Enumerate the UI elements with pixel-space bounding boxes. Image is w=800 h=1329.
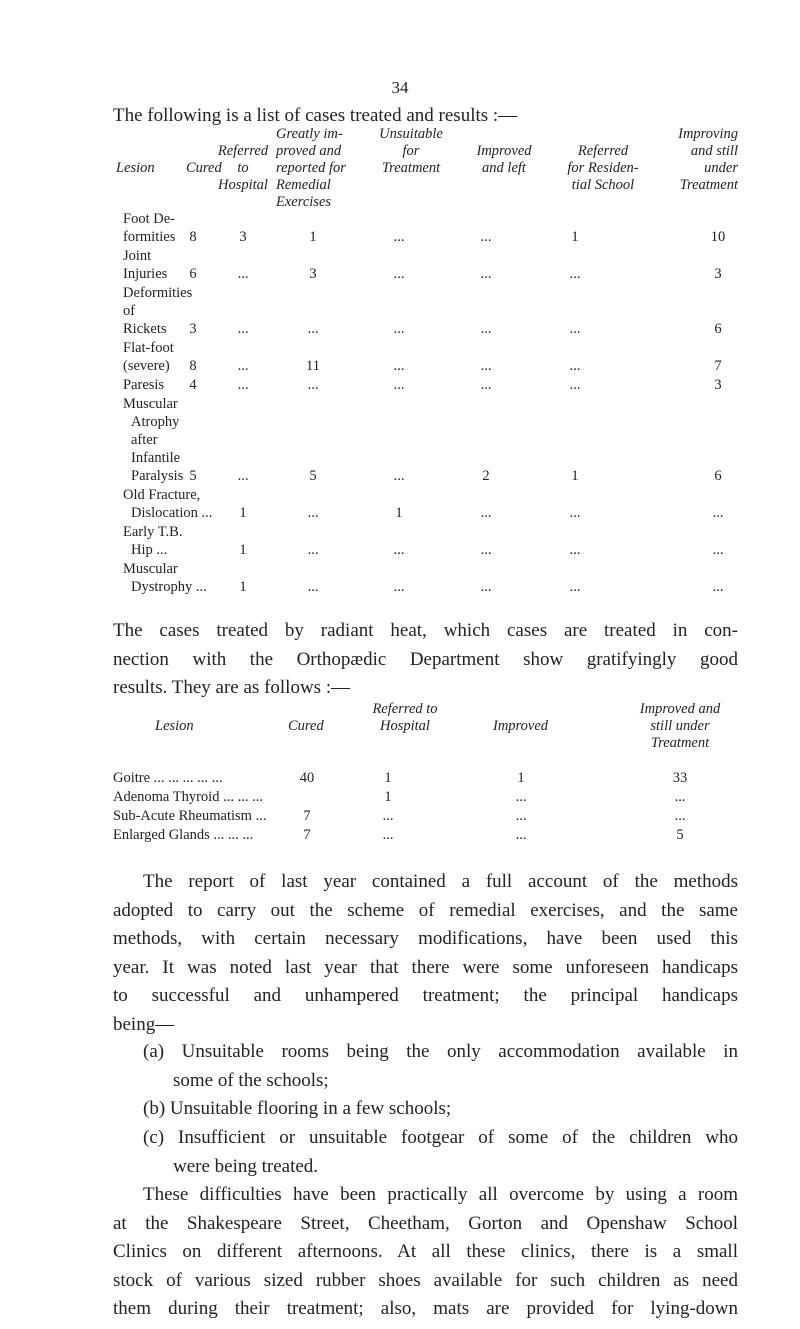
t2-row-lesion: Enlarged Glands ... ... ... — [113, 827, 254, 843]
paragraph-report: The report of last year contained a full account of the methods adopted to carry out the scheme of remedial exercises, and the same methods, with certain necessary modifications, have been used this year. It was noted last year that there were some unforeseen handicaps to successful and unhampered treatment; the principal handicaps being— — [113, 871, 738, 1035]
t1-cell-unsuitable: ... — [393, 377, 405, 393]
t1-cell-improving: 6 — [714, 468, 722, 484]
t1-cell-greatly: 1 — [309, 229, 317, 245]
t2-cell-improved: ... — [515, 808, 527, 824]
t1-cell-hospital: ... — [237, 321, 249, 337]
t1-cell-greatly: 3 — [309, 266, 317, 282]
t1-row-lesion: Muscular Atrophy after Infantile Paralysis — [123, 396, 184, 484]
t1-cell-unsuitable: ... — [393, 579, 405, 595]
t1-header-greatly-improved: Greatly im- proved and reported for Remedial Exercises — [276, 126, 346, 210]
t1-cell-improved: ... — [480, 266, 492, 282]
t2-cell-cured: 7 — [303, 808, 311, 824]
t1-cell-improved: ... — [480, 229, 492, 245]
t1-cell-residential: 1 — [571, 229, 579, 245]
t1-cell-unsuitable: ... — [393, 542, 405, 558]
t1-header-residential: Referred for Residen- tial School — [567, 143, 639, 193]
t1-row-lesion: Flat-foot (severe) — [123, 340, 174, 374]
t1-cell-improving: 7 — [714, 358, 722, 374]
t2-cell-cured: 7 — [303, 827, 311, 843]
t1-cell-improving: ... — [712, 542, 724, 558]
t1-cell-improving: 6 — [714, 321, 722, 337]
t1-cell-cured: 8 — [189, 229, 197, 245]
t1-cell-greatly: ... — [307, 542, 319, 558]
t1-row-lesion: Deformities of Rickets — [123, 285, 193, 337]
t1-cell-residential: ... — [569, 266, 581, 282]
t1-row-lesion: Muscular Dystrophy ... — [123, 561, 207, 595]
t1-cell-residential: ... — [569, 505, 581, 521]
t2-header-improved: Improved — [493, 718, 549, 734]
t1-cell-improved: ... — [480, 579, 492, 595]
t1-cell-hospital: 1 — [239, 579, 247, 595]
t1-header-improving: Improving and still under Treatment — [678, 126, 738, 193]
t1-cell-unsuitable: ... — [393, 321, 405, 337]
t1-cell-improving: 3 — [714, 266, 722, 282]
t1-cell-greatly: 11 — [306, 358, 320, 374]
t2-cell-still: 33 — [672, 770, 688, 786]
t2-cell-referred: 1 — [384, 770, 392, 786]
t2-cell-cured: 40 — [299, 770, 315, 786]
t2-row-lesion: Sub-Acute Rheumatism ... — [113, 808, 267, 824]
t1-header-cured: Cured — [186, 160, 222, 176]
page-number: 34 — [391, 78, 409, 97]
t2-cell-referred: ... — [382, 808, 394, 824]
t1-cell-cured: 5 — [189, 468, 197, 484]
t1-cell-greatly: ... — [307, 579, 319, 595]
t1-cell-improved: ... — [480, 542, 492, 558]
t1-cell-improved: ... — [480, 358, 492, 374]
t1-header-lesion: Lesion — [116, 160, 155, 176]
t1-cell-cured: 6 — [189, 266, 197, 282]
handicap-item-b: (b) Unsuitable flooring in a few schools; — [143, 1098, 452, 1119]
t1-cell-residential: ... — [569, 377, 581, 393]
t1-cell-greatly: ... — [307, 505, 319, 521]
t1-row-lesion: Early T.B. Hip ... — [123, 524, 183, 558]
t1-cell-improving: 10 — [710, 229, 726, 245]
t2-cell-still: ... — [674, 808, 686, 824]
t2-cell-improved: 1 — [517, 770, 525, 786]
t1-cell-improved: ... — [480, 321, 492, 337]
t1-cell-cured: 3 — [189, 321, 197, 337]
t2-cell-still: ... — [674, 789, 686, 805]
t1-cell-improved: ... — [480, 505, 492, 521]
handicap-item-a: (a) Unsuitable rooms being the only accommodation available in some of the schools; — [143, 1041, 739, 1091]
t2-header-lesion: Lesion — [155, 718, 194, 734]
t1-cell-hospital: ... — [237, 358, 249, 374]
paragraph-difficulties: These difficulties have been practically all overcome by using a room at the Shakespeare Street, Cheetham, Gorton and Openshaw School Clinics on different afternoons. At all these clinics, there is a small stock of various sized rubber shoes available for such children as need them during their treatment; also, mats are provided for lying-down — [113, 1184, 738, 1319]
t2-row-lesion: Adenoma Thyroid ... ... ... — [113, 789, 263, 805]
t2-cell-still: 5 — [676, 827, 684, 843]
t1-header-hospital: Referred to Hospital — [217, 143, 269, 193]
t2-row-lesion: Goitre ... ... ... ... ... — [113, 770, 223, 786]
t2-cell-referred: 1 — [384, 789, 392, 805]
handicap-item-c: (c) Insufficient or unsuitable footgear of some of the children who were being treated. — [143, 1127, 738, 1177]
t2-cell-referred: ... — [382, 827, 394, 843]
t1-cell-greatly: 5 — [309, 468, 317, 484]
t1-cell-residential: ... — [569, 358, 581, 374]
t1-cell-residential: ... — [569, 579, 581, 595]
paragraph-radiant-heat: The cases treated by radiant heat, which cases are treated in con- nection with the Orthopædic Department show gratifyingly good results. They are as follows :— — [113, 620, 738, 698]
t2-header-cured: Cured — [288, 718, 324, 734]
t1-cell-hospital: 1 — [239, 542, 247, 558]
t1-row-lesion: Joint Injuries — [123, 248, 168, 282]
t1-header-improved-left: Improved and left — [476, 143, 532, 176]
t2-cell-improved: ... — [515, 827, 527, 843]
t1-cell-unsuitable: ... — [393, 229, 405, 245]
t1-cell-improved: 2 — [482, 468, 490, 484]
t1-cell-unsuitable: ... — [393, 266, 405, 282]
t1-row-lesion: Paresis — [123, 377, 165, 393]
t2-cell-improved: ... — [515, 789, 527, 805]
t1-cell-improving: ... — [712, 505, 724, 521]
t1-cell-hospital: 3 — [239, 229, 247, 245]
t1-cell-improving: 3 — [714, 377, 722, 393]
t1-row-lesion: Old Fracture, Dislocation ... — [123, 487, 213, 521]
t1-cell-hospital: ... — [237, 468, 249, 484]
t1-cell-cured: 4 — [189, 377, 197, 393]
t1-cell-improving: ... — [712, 579, 724, 595]
t1-header-unsuitable: Unsuitable for Treatment — [379, 126, 443, 176]
t1-cell-hospital: ... — [237, 377, 249, 393]
t1-cell-residential: ... — [569, 542, 581, 558]
t2-header-improved-still: Improved and still under Treatment — [639, 701, 721, 751]
t2-header-referred: Referred to Hospital — [372, 701, 438, 734]
t1-row-lesion: Foot De- formities — [123, 211, 176, 245]
t1-cell-unsuitable: ... — [393, 468, 405, 484]
t1-cell-improved: ... — [480, 377, 492, 393]
t1-cell-residential: 1 — [571, 468, 579, 484]
t1-cell-hospital: ... — [237, 266, 249, 282]
intro-line: The following is a list of cases treated and results :— — [113, 105, 518, 126]
t1-cell-greatly: ... — [307, 377, 319, 393]
t1-cell-greatly: ... — [307, 321, 319, 337]
t1-cell-hospital: 1 — [239, 505, 247, 521]
t1-cell-unsuitable: 1 — [395, 505, 403, 521]
t1-cell-residential: ... — [569, 321, 581, 337]
t1-cell-unsuitable: ... — [393, 358, 405, 374]
t1-cell-cured: 8 — [189, 358, 197, 374]
